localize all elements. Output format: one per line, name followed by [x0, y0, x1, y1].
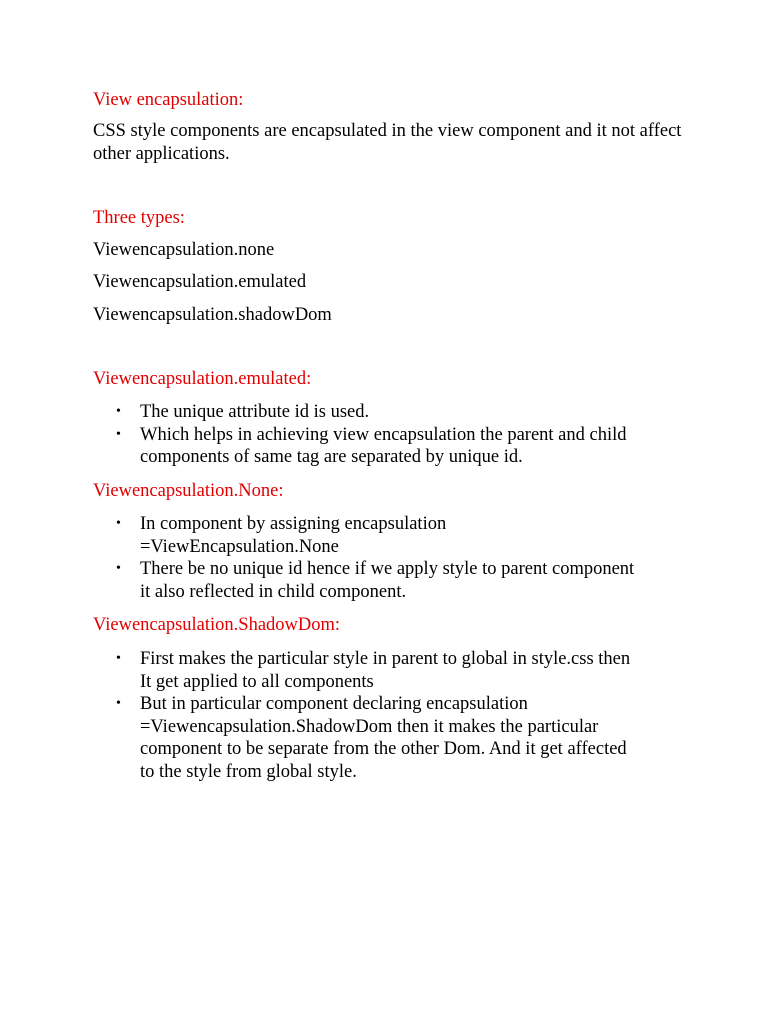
emulated-bullet-list — [0, 401, 768, 469]
list-item-text: The unique attribute id is used. — [140, 402, 370, 422]
list-item-text: There be no unique id hence if we apply style to parent component it also reflected in child component. — [140, 559, 635, 602]
heading-none: Viewencapsulation.None: — [93, 481, 284, 501]
type-emulated: Viewencapsulation.emulated — [93, 272, 307, 292]
type-none: Viewencapsulation.none — [93, 240, 275, 260]
heading-emulated: Viewencapsulation.emulated: — [93, 369, 312, 389]
bullet-icon: • — [116, 561, 121, 576]
bullet-icon: • — [116, 404, 121, 419]
list-item-text: In component by assigning encapsulation =ViewEncapsulation.None — [140, 514, 447, 557]
type-shadowdom: Viewencapsulation.shadowDom — [93, 305, 332, 325]
list-item-text: But in particular component declaring encapsulation =Viewencapsulation.ShadowDom then it makes the particular component to be separate from the other Dom. And it get affected to the style from global style. — [140, 694, 627, 782]
bullet-icon: • — [116, 516, 121, 531]
heading-shadowdom: Viewencapsulation.ShadowDom: — [93, 615, 341, 635]
list-item — [0, 424, 640, 469]
heading-three-types: Three types: — [93, 208, 185, 228]
bullet-icon: • — [116, 426, 121, 442]
bullet-icon: • — [116, 651, 121, 666]
list-item — [0, 648, 640, 693]
heading-view-encapsulation: View encapsulation: — [93, 90, 244, 110]
list-item — [0, 693, 640, 783]
list-item — [0, 401, 640, 424]
list-item-text: Which helps in achieving view encapsulation the parent and child components of same tag are separated by unique id. — [140, 424, 627, 467]
none-bullet-list — [0, 513, 768, 603]
list-item — [0, 513, 640, 558]
list-item — [0, 558, 640, 603]
shadowdom-bullet-list — [0, 648, 768, 783]
intro-paragraph: CSS style components are encapsulated in the view component and it not affect other applications. — [93, 121, 682, 164]
list-item-text: First makes the particular style in parent to global in style.css then It get applied to all components — [140, 649, 631, 692]
bullet-icon: • — [116, 696, 121, 711]
